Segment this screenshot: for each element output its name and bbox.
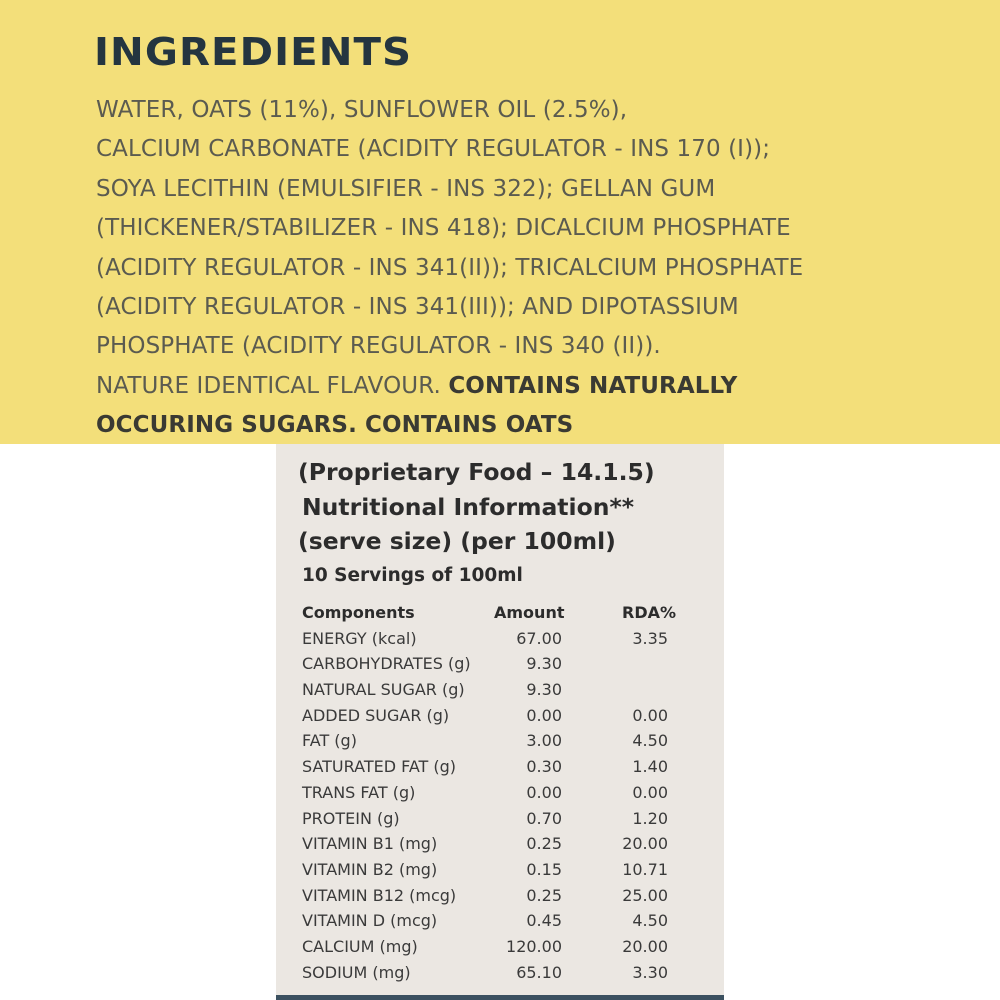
- component-cell: NATURAL SUGAR (g): [302, 680, 465, 700]
- amount-cell: 0.45: [526, 911, 562, 931]
- nutrition-bottom-bar: [276, 995, 724, 1000]
- column-header-rda: RDA%: [622, 603, 677, 622]
- component-cell: CALCIUM (mg): [302, 936, 418, 956]
- rda-cell: 4.50: [632, 731, 668, 751]
- ingredients-line: (ACIDITY REGULATOR - INS 341(II)); TRICALCIUM PHOSPHATE: [96, 254, 804, 281]
- table-row: [302, 857, 712, 883]
- table-row: [302, 728, 712, 754]
- ingredients-line: WATER, OATS (11%), SUNFLOWER OIL (2.5%),: [96, 97, 628, 123]
- contains-text: OCCURING SUGARS. CONTAINS OATS: [96, 412, 574, 439]
- table-row: [302, 780, 712, 806]
- ingredients-text: [96, 91, 976, 446]
- rda-cell: 10.71: [622, 859, 668, 879]
- ingredients-heading: INGREDIENTS: [94, 30, 413, 74]
- ingredients-line: [96, 367, 976, 406]
- table-row: [302, 883, 712, 909]
- table-row: [302, 831, 712, 857]
- nutrition-table: [302, 600, 712, 985]
- ingredients-line: CALCIUM CARBONATE (ACIDITY REGULATOR - INS 170 (I));: [96, 136, 771, 163]
- ingredients-line: PHOSPHATE (ACIDITY REGULATOR - INS 340 (II)).: [96, 333, 661, 360]
- component-cell: FAT (g): [302, 731, 357, 751]
- nutrition-heading-line: (Proprietary Food – 14.1.5): [298, 458, 655, 486]
- component-cell: ENERGY (kcal): [302, 628, 417, 648]
- amount-cell: 0.00: [526, 782, 562, 802]
- component-cell: VITAMIN B2 (mg): [302, 859, 438, 879]
- component-cell: PROTEIN (g): [302, 808, 400, 828]
- rda-cell: 20.00: [622, 834, 668, 854]
- servings-label: 10 Servings of 100ml: [302, 565, 523, 586]
- nutrition-heading: [298, 455, 655, 559]
- component-cell: VITAMIN D (mcg): [302, 911, 438, 931]
- table-row: [302, 960, 712, 986]
- amount-cell: 0.25: [526, 834, 562, 854]
- table-row: [302, 754, 712, 780]
- flavour-text: NATURE IDENTICAL FLAVOUR.: [96, 372, 449, 399]
- amount-cell: 0.00: [526, 705, 562, 725]
- nutrition-heading-line: (serve size) (per 100ml): [298, 527, 616, 555]
- table-row: [302, 651, 712, 677]
- amount-cell: 9.30: [526, 654, 562, 674]
- component-cell: CARBOHYDRATES (g): [302, 654, 471, 674]
- table-row: [302, 677, 712, 703]
- table-row: [302, 806, 712, 832]
- nutrition-heading-line: Nutritional Information**: [302, 492, 635, 521]
- rda-cell: 0.00: [632, 705, 668, 725]
- table-header-row: [302, 600, 712, 626]
- rda-cell: 20.00: [622, 936, 668, 956]
- amount-cell: 67.00: [516, 628, 562, 648]
- ingredients-line: SOYA LECITHIN (EMULSIFIER - INS 322); GELLAN GUM: [96, 175, 716, 202]
- amount-cell: 0.30: [526, 757, 562, 777]
- table-row: [302, 934, 712, 960]
- rda-cell: 4.50: [632, 911, 668, 931]
- rda-cell: 25.00: [622, 885, 668, 905]
- table-row: [302, 908, 712, 934]
- amount-cell: 0.15: [526, 859, 562, 879]
- rda-cell: 3.30: [632, 962, 668, 982]
- contains-text: CONTAINS NATURALLY: [448, 372, 738, 399]
- column-header-components: Components: [302, 603, 415, 622]
- rda-cell: 1.40: [632, 757, 668, 777]
- table-row: [302, 626, 712, 652]
- amount-cell: 0.70: [526, 808, 562, 828]
- amount-cell: 120.00: [506, 936, 562, 956]
- ingredients-line: [96, 406, 976, 445]
- amount-cell: 65.10: [516, 962, 562, 982]
- column-header-amount: Amount: [494, 603, 565, 622]
- rda-cell: 0.00: [632, 782, 668, 802]
- ingredients-line: (ACIDITY REGULATOR - INS 341(III)); AND DIPOTASSIUM: [96, 293, 739, 320]
- component-cell: SODIUM (mg): [302, 962, 411, 982]
- table-body: [302, 626, 712, 986]
- component-cell: VITAMIN B1 (mg): [302, 834, 438, 854]
- amount-cell: 0.25: [526, 885, 562, 905]
- table-row: [302, 703, 712, 729]
- component-cell: ADDED SUGAR (g): [302, 705, 450, 725]
- component-cell: VITAMIN B12 (mcg): [302, 885, 457, 905]
- amount-cell: 9.30: [526, 680, 562, 700]
- ingredients-line: (THICKENER/STABILIZER - INS 418); DICALCIUM PHOSPHATE: [96, 215, 791, 242]
- rda-cell: 3.35: [632, 628, 668, 648]
- amount-cell: 3.00: [526, 731, 562, 751]
- component-cell: TRANS FAT (g): [302, 782, 416, 802]
- component-cell: SATURATED FAT (g): [302, 757, 457, 777]
- rda-cell: 1.20: [632, 808, 668, 828]
